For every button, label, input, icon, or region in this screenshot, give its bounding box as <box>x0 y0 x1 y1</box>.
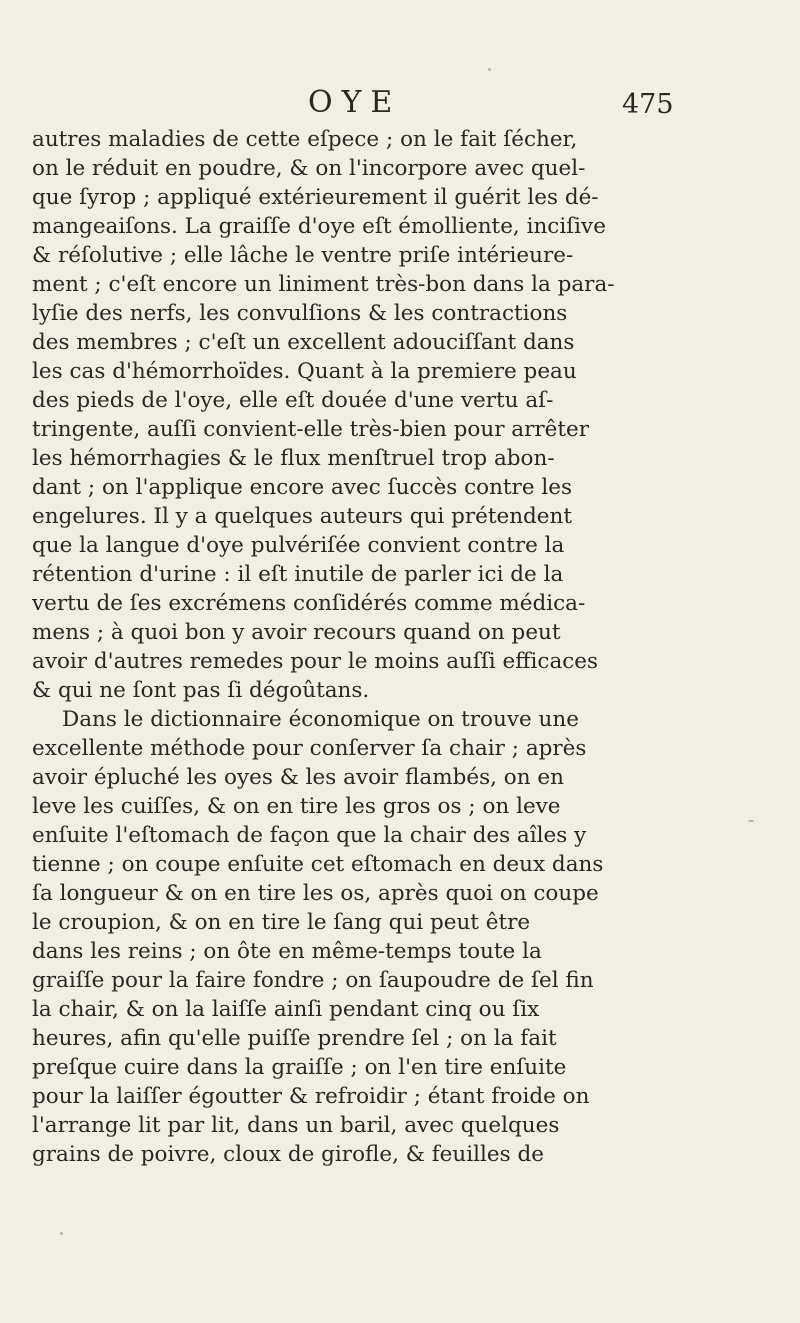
text-line: les cas d'hémorrhoïdes. Quant à la premiere peau <box>32 359 577 384</box>
text-line: que la langue d'oye pulvériſée convient contre la <box>32 533 565 558</box>
text-line: leve les cuiſſes, & on en tire les gros os ; on leve <box>32 794 561 819</box>
text-line: tringente, auſſi convient-elle très-bien pour arrêter <box>32 417 590 442</box>
text-line: preſque cuire dans la graiſſe ; on l'en tire enſuite <box>32 1055 567 1080</box>
text-line: grains de poivre, cloux de girofle, & feuilles de <box>32 1142 544 1167</box>
text-line: avoir d'autres remedes pour le moins auſſi efficaces <box>32 649 599 674</box>
text-line: on le réduit en poudre, & on l'incorpore avec quel- <box>32 156 586 181</box>
text-line: lyſie des nerfs, les convulſions & les contractions <box>32 301 568 326</box>
text-line: heures, afin qu'elle puiſſe prendre ſel ; on la fait <box>32 1026 557 1051</box>
text-line: mens ; à quoi bon y avoir recours quand on peut <box>32 620 561 645</box>
text-line: le croupion, & on en tire le ſang qui peut être <box>32 910 531 935</box>
text-line: ſa longueur & on en tire les os, après quoi on coupe <box>32 881 599 906</box>
text-line: avoir épluché les oyes & les avoir flambés, on en <box>32 765 564 790</box>
text-line: ment ; c'eſt encore un liniment très-bon dans la para- <box>32 272 615 297</box>
text-line: que ſyrop ; appliqué extérieurement il guérit les dé- <box>32 185 599 210</box>
text-line: & réſolutive ; elle lâche le ventre priſe intérieure- <box>32 243 574 268</box>
text-line: des membres ; c'eſt un excellent adouciſſant dans <box>32 330 575 355</box>
paper-speck <box>748 820 754 822</box>
text-line: vertu de ſes excrémens conſidérés comme médica- <box>32 591 586 616</box>
text-line: dant ; on l'applique encore avec ſuccès contre les <box>32 475 573 500</box>
text-line: les hémorrhagies & le flux menſtruel trop abon- <box>32 446 555 471</box>
text-line: autres maladies de cette eſpece ; on le fait ſécher, <box>32 127 578 152</box>
paper-speck <box>60 1232 63 1235</box>
paragraph-start-line: Dans le dictionnaire économique on trouve une <box>62 707 579 732</box>
text-line: mangeaiſons. La graiſſe d'oye eſt émolliente, inciſive <box>32 214 606 239</box>
text-line: tienne ; on coupe enſuite cet eſtomach en deux dans <box>32 852 604 877</box>
page-header <box>0 82 800 124</box>
text-line: graiſſe pour la faire fondre ; on ſaupoudre de ſel fin <box>32 968 594 993</box>
text-line: l'arrange lit par lit, dans un baril, avec quelques <box>32 1113 560 1138</box>
running-title: OYE <box>308 85 402 120</box>
text-line: rétention d'urine : il eſt inutile de parler ici de la <box>32 562 564 587</box>
text-line: & qui ne ſont pas ſi dégoûtans. <box>32 678 370 703</box>
text-line: engelures. Il y a quelques auteurs qui prétendent <box>32 504 573 529</box>
text-line: excellente méthode pour conſerver ſa chair ; après <box>32 736 587 761</box>
page-number: 475 <box>622 89 674 120</box>
text-line: enſuite l'eſtomach de façon que la chair des aîles y <box>32 823 587 848</box>
text-line: des pieds de l'oye, elle eſt douée d'une vertu aſ- <box>32 388 554 413</box>
text-line: dans les reins ; on ôte en même-temps toute la <box>32 939 542 964</box>
body-text <box>32 125 676 1169</box>
text-line: pour la laiſſer égoutter & refroidir ; étant froide on <box>32 1084 590 1109</box>
text-line: la chair, & on la laiſſe ainſi pendant cinq ou ſix <box>32 997 540 1022</box>
paper-speck <box>488 68 491 71</box>
